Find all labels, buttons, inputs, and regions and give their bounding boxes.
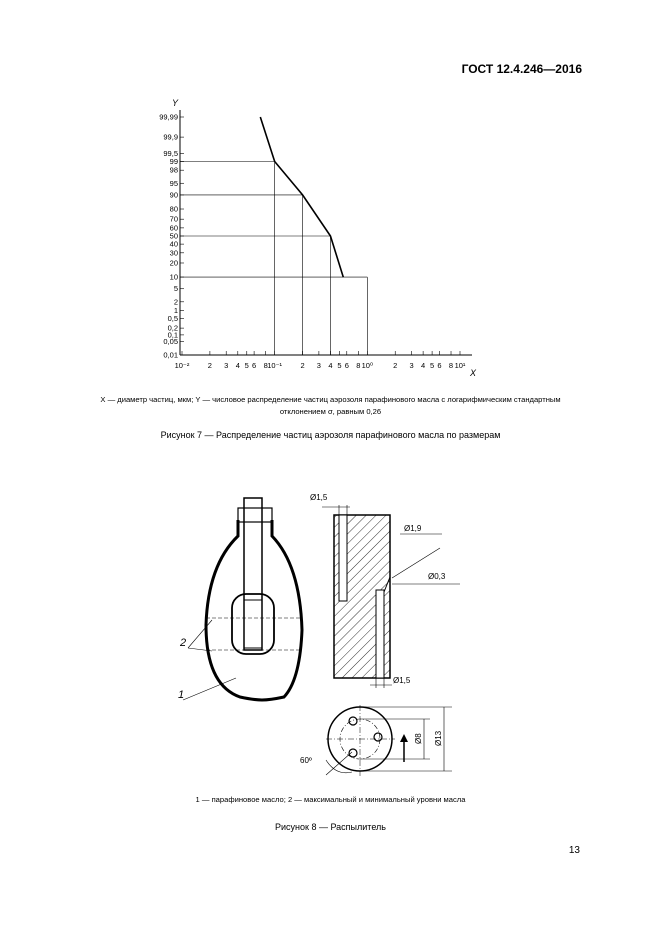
- x-tick-label: 6: [252, 361, 257, 370]
- y-tick-label: 0,5: [167, 313, 178, 323]
- figure7-legend: [40, 394, 621, 418]
- y-tick-label: 0,05: [163, 336, 178, 346]
- x-tick-label: 10⁻²: [174, 361, 190, 370]
- y-axis-label: Y: [172, 98, 179, 108]
- x-tick-label: 10¹: [454, 361, 466, 370]
- y-tick-label: 0,2: [167, 323, 178, 333]
- y-tick-label: 5: [173, 284, 178, 294]
- y-tick-label: 99,5: [163, 149, 178, 159]
- inner-tube: [244, 498, 262, 650]
- x-tick-label: 8: [356, 361, 361, 370]
- y-tick-label: 0,1: [167, 330, 178, 340]
- x-tick-label: 2: [300, 361, 305, 370]
- y-tick-label: 1: [173, 306, 178, 316]
- figure7-caption: Рисунок 7 — Распределение частиц аэрозоля парафинового масла по размерам: [160, 430, 501, 440]
- dim-nozzle-inner: Ø0,3: [428, 572, 446, 581]
- y-tick-label: 2: [173, 297, 178, 307]
- bottom-bore: [376, 590, 384, 678]
- y-tick-label: 0,01: [163, 350, 178, 360]
- x-axis-label: X: [470, 368, 477, 378]
- flask-view: [178, 498, 302, 701]
- reference-lines: [180, 161, 367, 355]
- x-tick-label: 3: [316, 361, 321, 370]
- figure8-legend: 1 — парафиновое масло; 2 — максимальный и минимальный уровни масла: [195, 795, 466, 804]
- y-tick-label: 95: [169, 178, 178, 188]
- sprayer-drawing: [150, 480, 480, 790]
- x-tick-label: 5: [337, 361, 342, 370]
- top-bore: [339, 515, 347, 601]
- plan-view: [300, 705, 452, 776]
- dim-bottom-bore: Ø1,5: [393, 676, 411, 685]
- figure7-legend-line2: отклонением σ, равным 0,26: [279, 407, 382, 416]
- dim-top-bore: Ø1,5: [310, 493, 328, 502]
- dim-angle: 60º: [300, 756, 312, 765]
- x-tick-label: 2: [393, 361, 398, 370]
- distribution-line: [260, 117, 343, 277]
- y-tick-label: 99,99: [159, 112, 178, 122]
- x-tick-label: 8: [448, 361, 454, 370]
- x-tick-label: 5: [244, 361, 249, 370]
- x-tick-label: 2: [207, 361, 212, 370]
- standard-code-header: ГОСТ 12.4.246—2016: [461, 62, 582, 76]
- x-tick-label: 6: [344, 361, 349, 370]
- x-tick-label: 6: [437, 361, 442, 370]
- dim-nozzle-outer: Ø1,9: [404, 524, 422, 533]
- y-tick-label: 10: [169, 272, 178, 282]
- hole-bottom: [349, 749, 357, 757]
- callout-1: 1: [178, 689, 185, 701]
- x-tick-label: 3: [409, 361, 414, 370]
- x-tick-label: 4: [328, 361, 333, 370]
- y-tick-label: 99,9: [163, 132, 178, 142]
- x-tick-label: 10⁻¹: [267, 361, 283, 370]
- x-tick-label: 8: [263, 361, 268, 370]
- x-tick-label: 5: [430, 361, 435, 370]
- x-tick-label: 10⁰: [361, 361, 374, 370]
- y-tick-label: 40: [169, 239, 178, 249]
- x-tick-label: 3: [224, 361, 229, 370]
- y-tick-label: 60: [169, 223, 178, 233]
- y-tick-label: 70: [169, 214, 178, 224]
- page-number: 13: [568, 845, 580, 856]
- y-tick-label: 90: [169, 190, 178, 200]
- y-tick-label: 80: [169, 204, 178, 214]
- y-tick-label: 98: [169, 165, 178, 175]
- y-tick-label: 99: [169, 156, 178, 166]
- figure8-caption: Рисунок 8 — Распылитель: [275, 822, 386, 832]
- x-tick-label: 4: [421, 361, 426, 370]
- section-view: [310, 493, 460, 688]
- hole-right: [374, 733, 382, 741]
- particle-distribution-chart: [140, 90, 500, 385]
- x-axis-ticks: [175, 351, 466, 370]
- dim-outer-diameter: Ø13: [434, 730, 443, 746]
- y-tick-label: 30: [169, 248, 178, 258]
- x-tick-label: 4: [235, 361, 240, 370]
- y-tick-label: 50: [169, 231, 178, 241]
- hole-top: [349, 717, 357, 725]
- dim-pitch-diameter: Ø8: [414, 733, 423, 744]
- callout-2: 2: [180, 637, 187, 649]
- y-tick-label: 20: [169, 258, 178, 268]
- figure7-legend-line1: X — диаметр частиц, мкм; Y — числовое распределение частиц аэрозоля парафинового масла с логарифмическим стандартным: [100, 395, 561, 404]
